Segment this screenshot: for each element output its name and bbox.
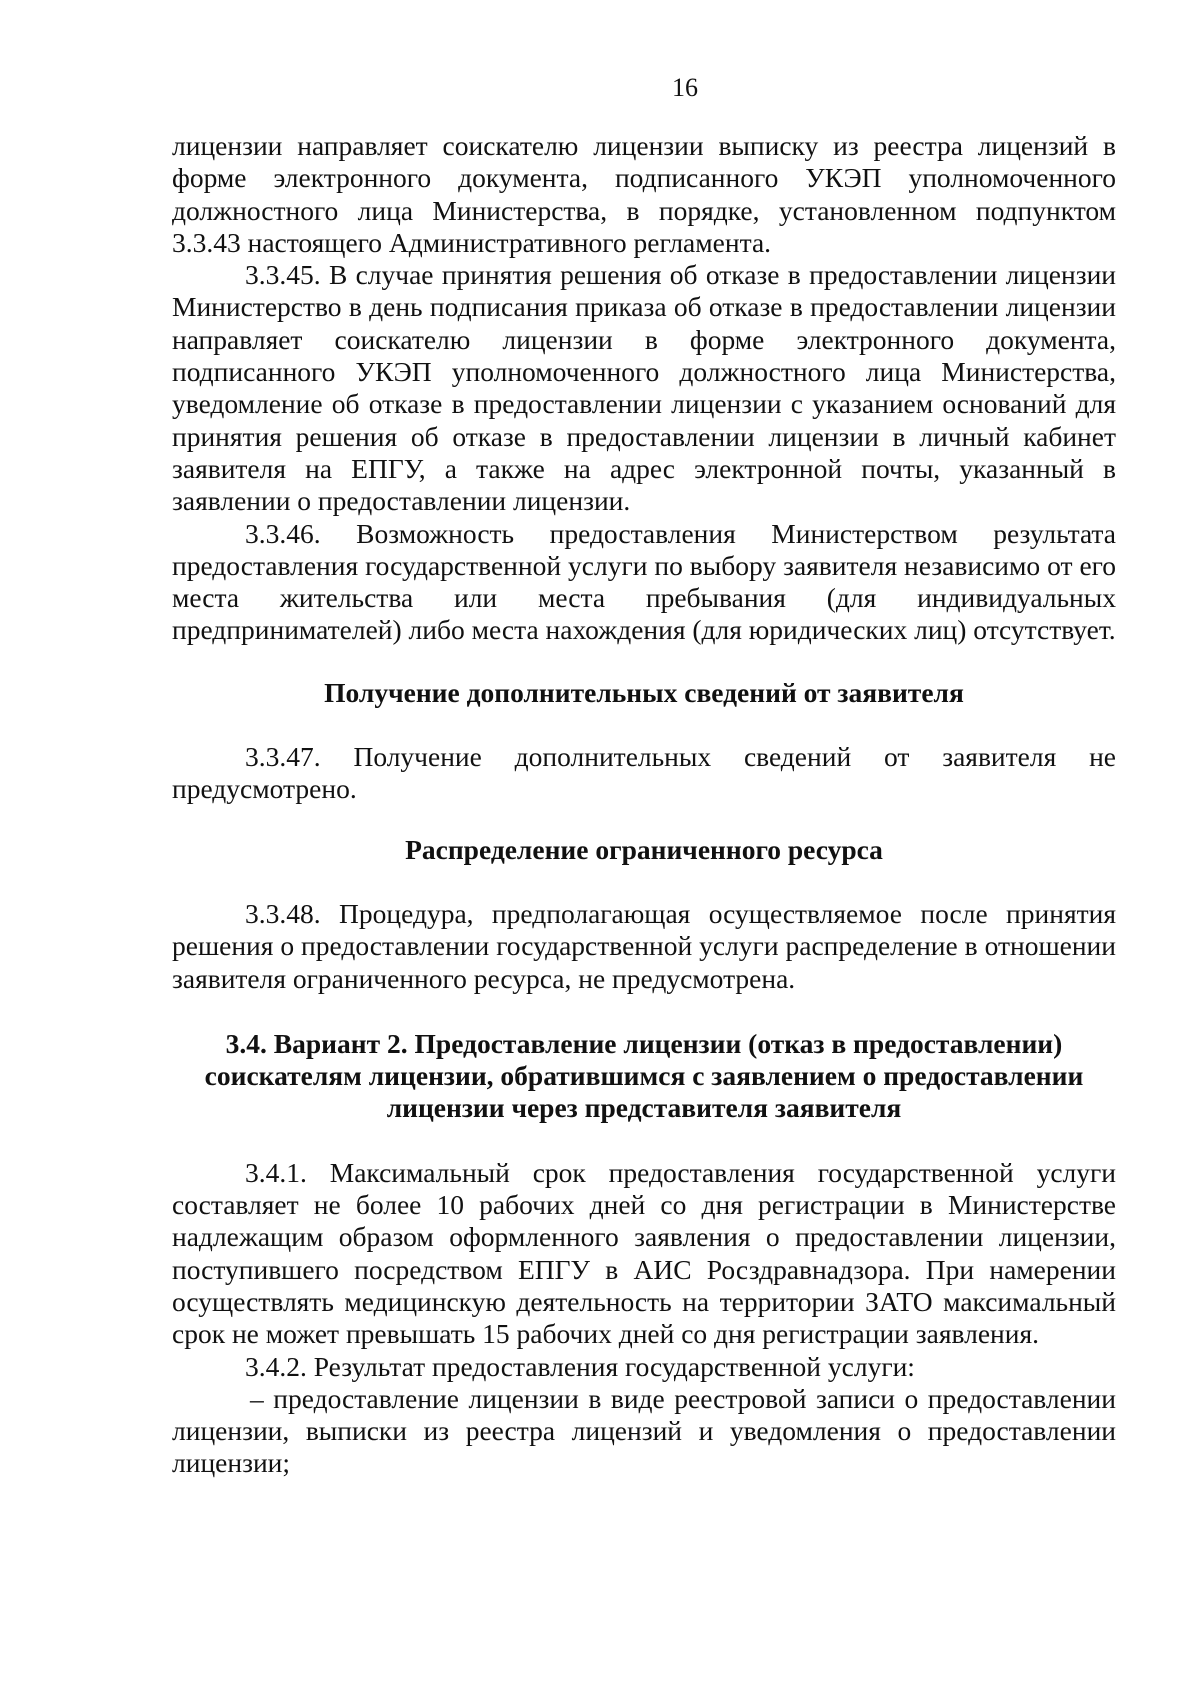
document-body	[172, 130, 1116, 1480]
section-heading-variant-2	[172, 1028, 1116, 1125]
heading-line: лицензии через представителя заявителя	[386, 1092, 902, 1124]
heading-line: 3.4. Вариант 2. Предоставление лицензии (отказ в предоставлении)	[225, 1027, 1063, 1059]
section-heading-additional-info: Получение дополнительных сведений от заявителя	[324, 676, 964, 708]
paragraph-3-4-2: 3.4.2. Результат предоставления государственной услуги:	[245, 1350, 915, 1382]
section-heading-limited-resource: Распределение ограниченного ресурса	[405, 833, 883, 865]
paragraph-3-3-46: 3.3.46. Возможность предоставления Министерством результата предоставления государственной услуги по выбору заявителя независимо от его места жительства или места пребывания (для индивидуальных предпринимателей) либо места нахождения (для юридических лиц) отсутствует.	[172, 517, 1116, 646]
paragraph-3-3-47: 3.3.47. Получение дополнительных сведений от заявителя не предусмотрено.	[172, 741, 1116, 805]
paragraph-3-3-45: 3.3.45. В случае принятия решения об отказе в предоставлении лицензии Министерство в день подписания приказа об отказе в предоставлении лицензии направляет соискателю лицензии в форме электронного документа, подписанного УКЭП уполномоченного должностного лица Министерства, уведомление об отказе в предоставлении лицензии с указанием оснований для принятия решения об отказе в предоставлении лицензии в личный кабинет заявителя на ЕПГУ, а также на адрес электронной почты, указанный в заявлении о предоставлении лицензии.	[172, 259, 1116, 517]
paragraph-3-4-1: 3.4.1. Максимальный срок предоставления государственной услуги составляет не более 10 рабочих дней со дня регистрации в Министерстве надлежащим образом оформленного заявления о предоставлении лицензии, поступившего посредством ЕПГУ в АИС Росздравнадзора. При намерении осуществлять медицинскую деятельность на территории ЗАТО максимальный срок не может превышать 15 рабочих дней со дня регистрации заявления.	[172, 1156, 1116, 1350]
heading-line: соискателям лицензии, обратившимся с заявлением о предоставлении	[204, 1060, 1084, 1092]
page-number: 16	[672, 73, 698, 102]
paragraph-3-3-48: 3.3.48. Процедура, предполагающая осуществляемое после принятия решения о предоставлении государственной услуги распределение в отношении заявителя ограниченного ресурса, не предусмотрена.	[172, 897, 1116, 994]
paragraph-continuation: лицензии направляет соискателю лицензии выписку из реестра лицензий в форме электронного документа, подписанного УКЭП уполномоченного должностного лица Министерства, в порядке, установленном подпунктом 3.3.43 настоящего Административного регламента.	[172, 130, 1116, 258]
list-item-result: – предоставление лицензии в виде реестровой записи о предоставлении лицензии, выписки из реестра лицензий и уведомления о предоставлении лицензии;	[172, 1382, 1116, 1479]
